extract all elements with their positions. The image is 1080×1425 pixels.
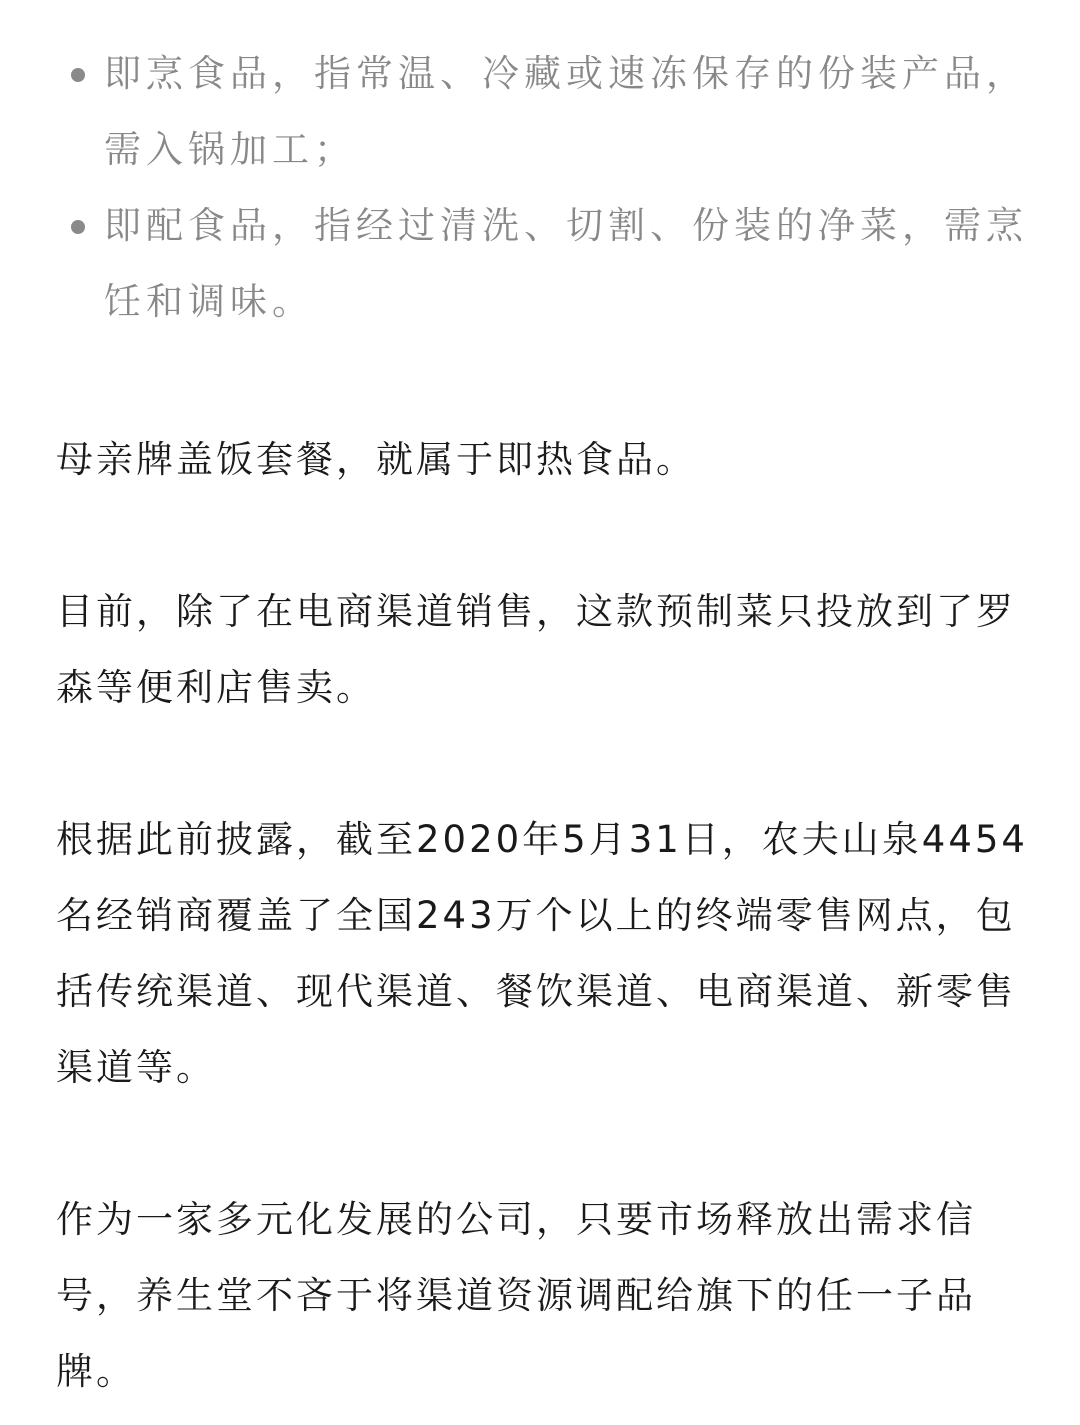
article-body — [56, 36, 1031, 1410]
bullet-text: 即配食品，指经过清洗、切割、份装的净菜，需烹饪和调味。 — [104, 204, 1028, 323]
paragraph: 母亲牌盖饭套餐，就属于即热食品。 — [56, 438, 696, 481]
bullet-list — [56, 36, 1031, 340]
bullet-item — [56, 36, 1031, 188]
paragraph: 目前，除了在电商渠道销售，这款预制菜只投放到了罗森等便利店售卖。 — [56, 590, 1016, 709]
paragraph: 根据此前披露，截至2020年5月31日，农夫山泉4454名经销商覆盖了全国243万个以上的终端零售网点，包括传统渠道、现代渠道、餐饮渠道、电商渠道、新零售渠道等。 — [56, 818, 1028, 1089]
paragraph: 作为一家多元化发展的公司，只要市场释放出需求信号，养生堂不吝于将渠道资源调配给旗下的任一子品牌。 — [56, 1198, 976, 1393]
bullet-text: 即烹食品，指常温、冷藏或速冻保存的份装产品，需入锅加工； — [104, 52, 1028, 171]
bullet-dot-icon — [71, 220, 85, 234]
bullet-item — [56, 188, 1031, 340]
bullet-dot-icon — [71, 68, 85, 82]
